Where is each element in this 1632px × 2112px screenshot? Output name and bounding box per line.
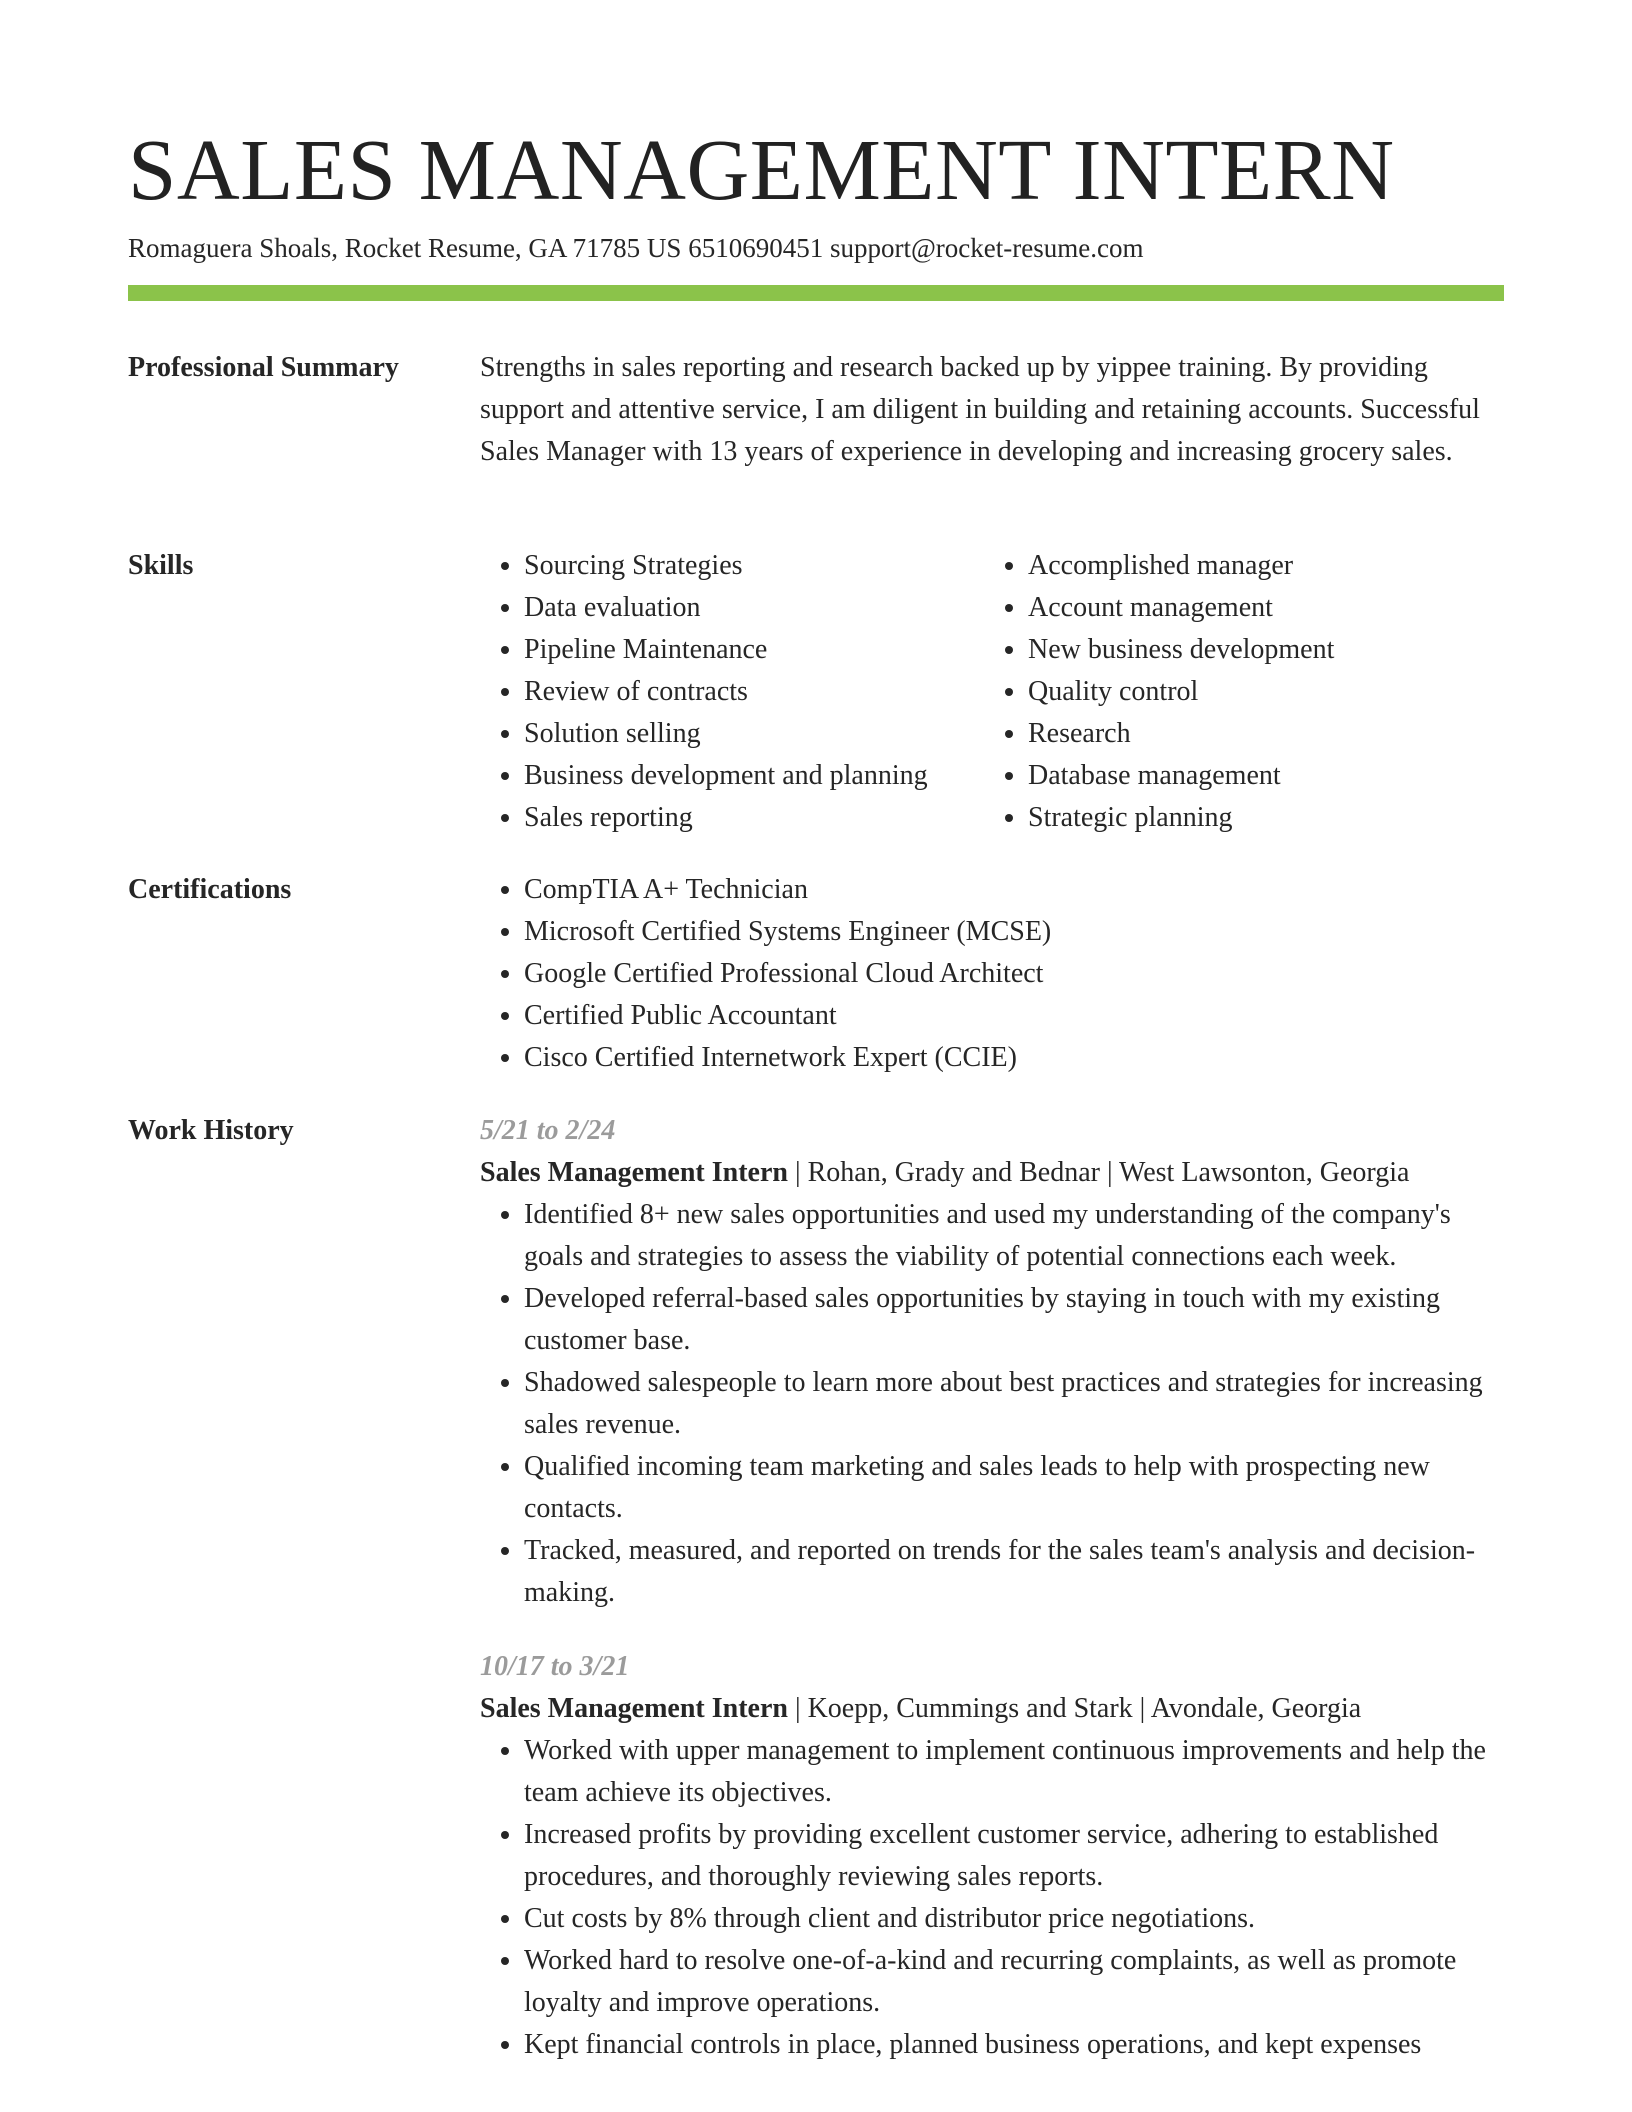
job-bullets [480,1194,1510,1614]
skill-item: • Strategic planning [1028,797,1488,839]
section-label-skills: Skills [128,550,194,581]
contact-line: Romaguera Shoals, Rocket Resume, GA 71785 US 6510690451 support@rocket-resume.com [128,233,1144,263]
job-title-line [480,1152,1510,1194]
section-label-summary: Professional Summary [128,352,399,383]
skills-grid [480,545,1510,839]
skill-item: • New business development [1028,629,1488,671]
job-bullets [480,1730,1510,2066]
skill-item: • Review of contracts [524,671,984,713]
certification-item: • Microsoft Certified Systems Engineer (MCSE) [524,911,1510,953]
summary-text: Strengths in sales reporting and research backed up by yippee training. By providing support and attentive service, I am diligent in building and retaining accounts. Successful Sales Manager with 13 years of experience in developing and increasing grocery sales. [480,352,1480,467]
job-entry [480,1110,1510,1614]
job-entry [480,1646,1510,2066]
job-dates: 10/17 to 3/21 [480,1651,630,1682]
certification-item: • Google Certified Professional Cloud Architect [524,953,1510,995]
skill-item: • Quality control [1028,671,1488,713]
job-employer-location: | Koepp, Cummings and Stark | Avondale, Georgia [787,1693,1362,1724]
skill-item: • Pipeline Maintenance [524,629,984,671]
certification-item: • Certified Public Accountant [524,995,1510,1037]
job-bullet: • Increased profits by providing excellent customer service, adhering to established procedures, and thoroughly reviewing sales reports. [524,1814,1510,1898]
certifications-section [480,869,1510,1079]
job-bullet: • Identified 8+ new sales opportunities and used my understanding of the company's goals and strategies to assess the viability of potential connections each week. [524,1194,1510,1278]
work-history-section [480,1110,1510,2066]
skill-item: • Accomplished manager [1028,545,1488,587]
job-bullet: • Kept financial controls in place, planned business operations, and kept expenses [524,2024,1510,2066]
section-label-certifications: Certifications [128,874,292,905]
job-title-line [480,1688,1510,1730]
skill-item: • Business development and planning [524,755,984,797]
header-divider [128,285,1504,301]
skill-item: • Database management [1028,755,1488,797]
job-bullet: • Cut costs by 8% through client and distributor price negotiations. [524,1898,1510,1940]
job-bullet: • Shadowed salespeople to learn more about best practices and strategies for increasing sales revenue. [524,1362,1510,1446]
skill-item: • Sales reporting [524,797,984,839]
skills-section [480,545,1510,839]
job-dates: 5/21 to 2/24 [480,1115,616,1146]
certification-item: • CompTIA A+ Technician [524,869,1510,911]
skills-column-1 [480,545,984,839]
skill-item: • Solution selling [524,713,984,755]
skill-item: • Data evaluation [524,587,984,629]
job-title: Sales Management Intern [480,1157,788,1188]
job-title: Sales Management Intern [480,1693,788,1724]
summary-section [480,347,1510,473]
certification-item: • Cisco Certified Internetwork Expert (CCIE) [524,1037,1510,1079]
resume-name-heading: SALES MANAGEMENT INTERN [128,121,1395,218]
certifications-list [480,869,1510,1079]
skill-item: • Sourcing Strategies [524,545,984,587]
skill-item: • Account management [1028,587,1488,629]
skills-column-2 [984,545,1488,839]
skill-item: • Research [1028,713,1488,755]
job-bullet: • Qualified incoming team marketing and sales leads to help with prospecting new contacts. [524,1446,1510,1530]
job-bullet: • Developed referral-based sales opportunities by staying in touch with my existing customer base. [524,1278,1510,1362]
job-bullet: • Worked hard to resolve one-of-a-kind and recurring complaints, as well as promote loyalty and improve operations. [524,1940,1510,2024]
job-bullet: • Tracked, measured, and reported on trends for the sales team's analysis and decision-making. [524,1530,1510,1614]
section-label-work-history: Work History [128,1115,294,1146]
job-employer-location: | Rohan, Grady and Bednar | West Lawsonton, Georgia [787,1157,1410,1188]
job-bullet: • Worked with upper management to implement continuous improvements and help the team achieve its objectives. [524,1730,1510,1814]
